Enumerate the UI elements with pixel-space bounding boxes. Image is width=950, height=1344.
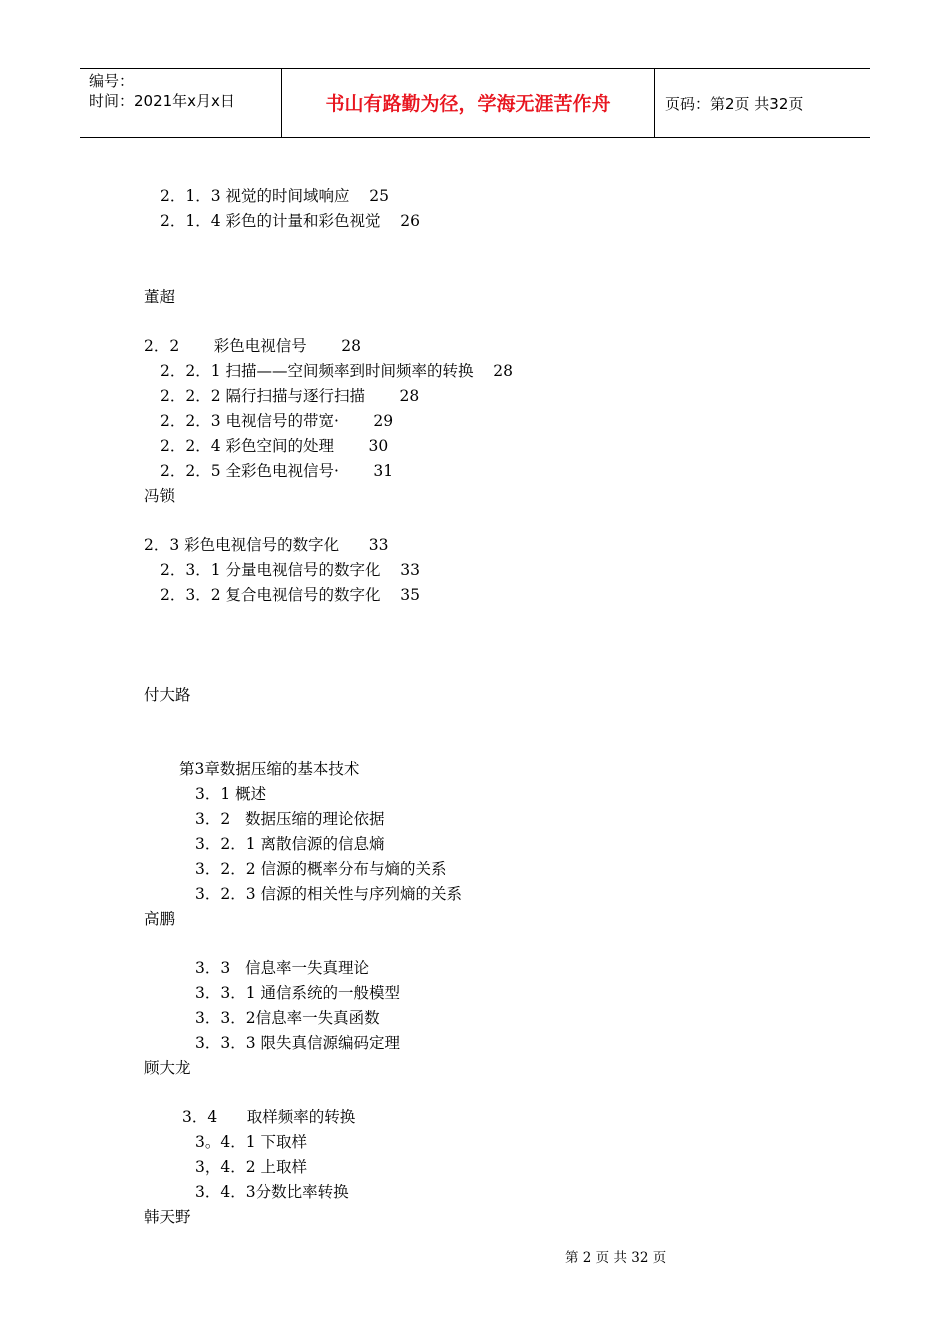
toc-entry: 3．3 信息率一失真理论	[195, 959, 370, 977]
doc-number-label: 编号：	[89, 72, 135, 90]
toc-entry: 3．1 概述	[195, 785, 267, 803]
toc-entry: 3．2．3 信源的相关性与序列熵的关系	[195, 885, 463, 903]
toc-entry: 2．2．2 隔行扫描与逐行扫描 28	[160, 387, 420, 405]
chapter-heading: 第3章数据压缩的基本技术	[179, 760, 360, 778]
author-name: 顾大龙	[144, 1059, 191, 1077]
toc-entry: 3。4．1 下取样	[195, 1133, 308, 1151]
header-page-label: 页码：第2页 共32页	[665, 95, 804, 113]
toc-entry: 2．1．4 彩色的计量和彩色视觉 26	[160, 212, 420, 230]
toc-entry: 2．3．2 复合电视信号的数字化 35	[160, 586, 420, 604]
header-motto: 书山有路勤为径，学海无涯苦作舟	[325, 93, 611, 115]
author-name: 董超	[144, 288, 176, 306]
toc-entry: 2．3 彩色电视信号的数字化 33	[144, 536, 389, 554]
author-name: 韩天野	[144, 1208, 191, 1226]
page-header	[80, 68, 870, 138]
author-name: 冯锁	[144, 487, 176, 505]
header-divider	[654, 69, 655, 137]
page-footer: 第 2 页 共 32 页	[565, 1250, 667, 1266]
toc-entry: 2．2．3 电视信号的带宽· 29	[160, 412, 394, 430]
author-name: 付大路	[144, 686, 191, 704]
header-meta	[89, 71, 235, 111]
toc-entry: 2．1．3 视觉的时间域响应 25	[160, 187, 389, 205]
toc-entry: 3．3．3 限失真信源编码定理	[195, 1034, 401, 1052]
toc-entry: 3．4．3分数比率转换	[195, 1183, 349, 1201]
toc-entry: 2．2．1 扫描——空间频率到时间频率的转换 28	[160, 362, 513, 380]
doc-time-label: 时间：2021年x月x日	[89, 92, 235, 110]
toc-entry: 2．2．5 全彩色电视信号· 31	[160, 462, 394, 480]
toc-entry: 3，4．2 上取样	[195, 1158, 308, 1176]
author-name: 高鹏	[144, 910, 176, 928]
toc-entry: 3．3．2信息率一失真函数	[195, 1009, 380, 1027]
toc-entry: 2．2 彩色电视信号 28	[144, 337, 361, 355]
toc-entry: 2．2．4 彩色空间的处理 30	[160, 437, 389, 455]
toc-entry: 3．3．1 通信系统的一般模型	[195, 984, 401, 1002]
toc-entry: 3．4 取样频率的转换	[182, 1108, 356, 1126]
toc-entry: 2．3．1 分量电视信号的数字化 33	[160, 561, 420, 579]
toc-entry: 3．2．1 离散信源的信息熵	[195, 835, 385, 853]
toc-entry: 3．2 数据压缩的理论依据	[195, 810, 385, 828]
toc-entry: 3．2．2 信源的概率分布与熵的关系	[195, 860, 447, 878]
